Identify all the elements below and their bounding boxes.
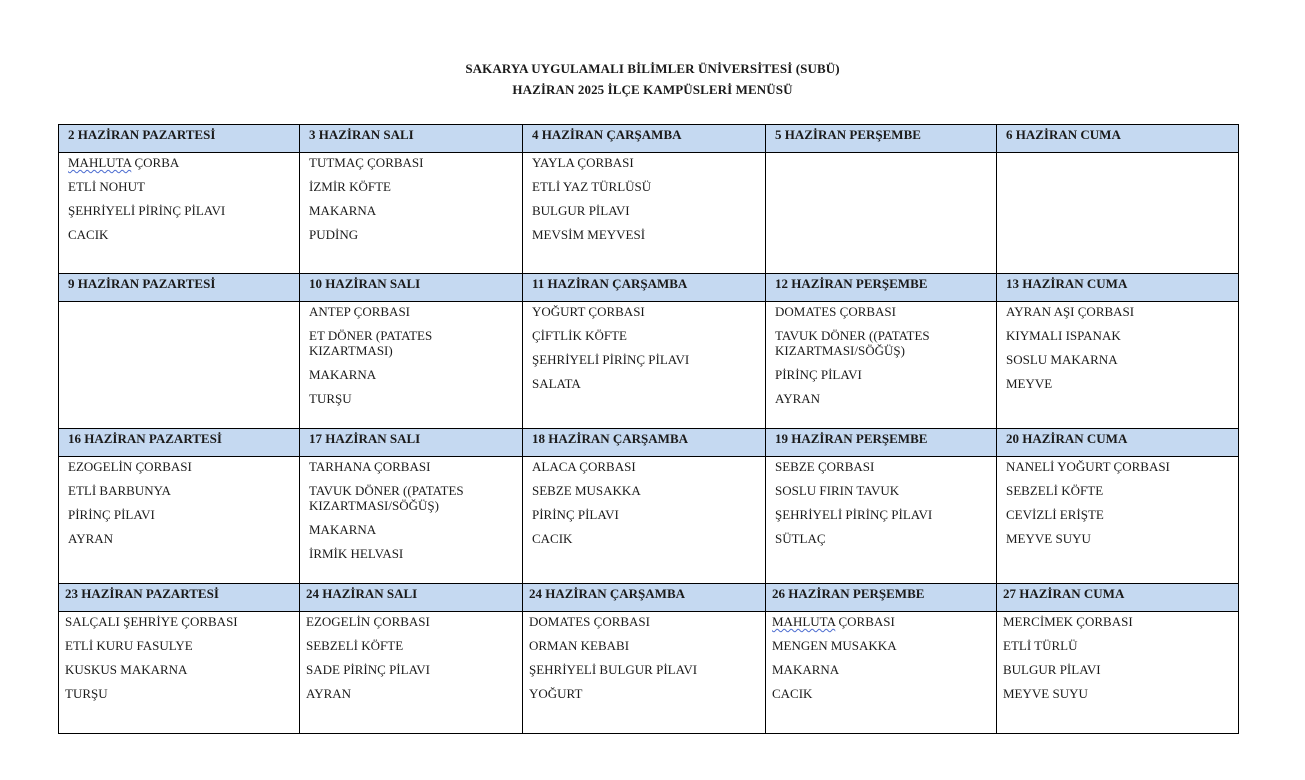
week-menu-row bbox=[59, 612, 1239, 734]
day-header: 18 HAZİRAN ÇARŞAMBA bbox=[523, 429, 766, 457]
day-header: 17 HAZİRAN SALI bbox=[300, 429, 523, 457]
menu-item: ANTEP ÇORBASI bbox=[309, 304, 411, 319]
menu-item: AYRAN AŞI ÇORBASI bbox=[1006, 304, 1135, 319]
menu-item: AYRAN bbox=[68, 531, 114, 546]
menu-item: SEBZELİ KÖFTE bbox=[306, 638, 404, 653]
menu-item: YOĞURT bbox=[529, 686, 583, 701]
week-menu-row bbox=[59, 302, 1239, 429]
day-menu-cell bbox=[59, 612, 300, 734]
day-menu-cell bbox=[997, 302, 1239, 429]
menu-item: ALACA ÇORBASI bbox=[532, 459, 636, 474]
menu-item: MAKARNA bbox=[309, 203, 377, 218]
menu-item: KIYMALI ISPANAK bbox=[1006, 328, 1121, 343]
day-header: 24 HAZİRAN ÇARŞAMBA bbox=[523, 584, 766, 612]
day-header: 12 HAZİRAN PERŞEMBE bbox=[766, 274, 997, 302]
menu-item: ETLİ TÜRLÜ bbox=[1003, 638, 1078, 653]
day-menu-cell bbox=[300, 457, 523, 584]
document-title: SAKARYA UYGULAMALI BİLİMLER ÜNİVERSİTESİ (SUBÜ) bbox=[465, 61, 840, 76]
day-menu-cell bbox=[59, 302, 300, 429]
menu-item: NANELİ YOĞURT ÇORBASI bbox=[1006, 459, 1170, 474]
week-header-row bbox=[59, 125, 1239, 153]
day-menu-cell bbox=[766, 457, 997, 584]
menu-item: PİRİNÇ PİLAVI bbox=[532, 507, 619, 522]
day-header: 20 HAZİRAN CUMA bbox=[997, 429, 1239, 457]
menu-item: ETLİ BARBUNYA bbox=[68, 483, 171, 498]
menu-item: TAVUK DÖNER ((PATATES KIZARTMASI/SÖĞÜŞ) bbox=[775, 328, 930, 358]
day-menu-cell bbox=[59, 153, 300, 274]
day-menu-cell bbox=[523, 153, 766, 274]
week-header-row bbox=[59, 274, 1239, 302]
day-menu-cell bbox=[766, 153, 997, 274]
menu-item: SOSLU MAKARNA bbox=[1006, 352, 1118, 367]
menu-item: PUDİNG bbox=[309, 227, 359, 242]
day-menu-cell bbox=[523, 302, 766, 429]
menu-item: TAVUK DÖNER ((PATATES KIZARTMASI/SÖĞÜŞ) bbox=[309, 483, 464, 513]
menu-item: MENGEN MUSAKKA bbox=[772, 638, 897, 653]
menu-item: ŞEHRİYELİ BULGUR PİLAVI bbox=[529, 662, 698, 677]
menu-item: DOMATES ÇORBASI bbox=[775, 304, 896, 319]
menu-item: ŞEHRİYELİ PİRİNÇ PİLAVI bbox=[532, 352, 690, 367]
menu-item: ÇİFTLİK KÖFTE bbox=[532, 328, 627, 343]
menu-item: AYRAN bbox=[775, 391, 821, 406]
day-menu-cell bbox=[766, 302, 997, 429]
menu-item: PİRİNÇ PİLAVI bbox=[68, 507, 155, 522]
menu-item: SADE PİRİNÇ PİLAVI bbox=[306, 662, 430, 677]
menu-item: CACIK bbox=[68, 227, 109, 242]
menu-item: AYRAN bbox=[306, 686, 352, 701]
menu-item: İRMİK HELVASI bbox=[309, 546, 404, 561]
menu-item: PİRİNÇ PİLAVI bbox=[775, 367, 862, 382]
menu-item: EZOGELİN ÇORBASI bbox=[68, 459, 192, 474]
menu-item: CEVİZLİ ERİŞTE bbox=[1006, 507, 1104, 522]
day-header: 5 HAZİRAN PERŞEMBE bbox=[766, 125, 997, 153]
day-menu-cell bbox=[523, 457, 766, 584]
menu-item: TURŞU bbox=[309, 391, 352, 406]
day-menu-cell bbox=[59, 457, 300, 584]
menu-item: ŞEHRİYELİ PİRİNÇ PİLAVI bbox=[68, 203, 226, 218]
day-header: 27 HAZİRAN CUMA bbox=[997, 584, 1239, 612]
menu-item: CACIK bbox=[772, 686, 813, 701]
day-header: 19 HAZİRAN PERŞEMBE bbox=[766, 429, 997, 457]
week-menu-row bbox=[59, 153, 1239, 274]
day-header: 9 HAZİRAN PAZARTESİ bbox=[59, 274, 300, 302]
menu-item: SALÇALI ŞEHRİYE ÇORBASI bbox=[65, 614, 238, 629]
menu-item: DOMATES ÇORBASI bbox=[529, 614, 650, 629]
day-header: 3 HAZİRAN SALI bbox=[300, 125, 523, 153]
menu-item: MEYVE SUYU bbox=[1003, 686, 1088, 701]
menu-item: TURŞU bbox=[65, 686, 108, 701]
menu-item: TARHANA ÇORBASI bbox=[309, 459, 431, 474]
menu-item: TUTMAÇ ÇORBASI bbox=[309, 155, 424, 170]
menu-item: SEBZE MUSAKKA bbox=[532, 483, 641, 498]
menu-item: SALATA bbox=[532, 376, 581, 391]
menu-item: YAYLA ÇORBASI bbox=[532, 155, 634, 170]
day-menu-cell bbox=[300, 612, 523, 734]
day-header: 16 HAZİRAN PAZARTESİ bbox=[59, 429, 300, 457]
menu-item: SOSLU FIRIN TAVUK bbox=[775, 483, 900, 498]
menu-table bbox=[58, 124, 1239, 734]
day-menu-cell bbox=[523, 612, 766, 734]
document-subtitle: HAZİRAN 2025 İLÇE KAMPÜSLERİ MENÜSÜ bbox=[512, 82, 793, 97]
menu-item: SEBZE ÇORBASI bbox=[775, 459, 875, 474]
menu-item: MEYVE bbox=[1006, 376, 1053, 391]
day-header: 23 HAZİRAN PAZARTESİ bbox=[59, 584, 300, 612]
menu-item: SEBZELİ KÖFTE bbox=[1006, 483, 1104, 498]
menu-item: MEYVE SUYU bbox=[1006, 531, 1091, 546]
day-menu-cell bbox=[997, 612, 1239, 734]
menu-item: ET DÖNER (PATATES KIZARTMASI) bbox=[309, 328, 433, 358]
day-menu-cell bbox=[997, 153, 1239, 274]
menu-item: MAHLUTA ÇORBASI bbox=[772, 614, 895, 629]
day-header: 10 HAZİRAN SALI bbox=[300, 274, 523, 302]
menu-item: ŞEHRİYELİ PİRİNÇ PİLAVI bbox=[775, 507, 933, 522]
day-header: 24 HAZİRAN SALI bbox=[300, 584, 523, 612]
week-menu-row bbox=[59, 457, 1239, 584]
day-header: 13 HAZİRAN CUMA bbox=[997, 274, 1239, 302]
menu-item: MAHLUTA ÇORBA bbox=[68, 155, 180, 170]
day-header: 4 HAZİRAN ÇARŞAMBA bbox=[523, 125, 766, 153]
menu-item: MAKARNA bbox=[309, 522, 377, 537]
menu-item: SÜTLAÇ bbox=[775, 531, 826, 546]
day-header: 11 HAZİRAN ÇARŞAMBA bbox=[523, 274, 766, 302]
menu-item: BULGUR PİLAVI bbox=[1003, 662, 1101, 677]
week-header-row bbox=[59, 584, 1239, 612]
menu-item: ETLİ YAZ TÜRLÜSÜ bbox=[532, 179, 652, 194]
menu-item: ETLİ NOHUT bbox=[68, 179, 145, 194]
menu-item: İZMİR KÖFTE bbox=[309, 179, 391, 194]
day-header: 26 HAZİRAN PERŞEMBE bbox=[766, 584, 997, 612]
day-menu-cell bbox=[997, 457, 1239, 584]
menu-item: KUSKUS MAKARNA bbox=[65, 662, 188, 677]
day-menu-cell bbox=[766, 612, 997, 734]
menu-item: ETLİ KURU FASULYE bbox=[65, 638, 193, 653]
day-header: 2 HAZİRAN PAZARTESİ bbox=[59, 125, 300, 153]
menu-item: MAKARNA bbox=[772, 662, 840, 677]
menu-item: MAKARNA bbox=[309, 367, 377, 382]
menu-item: BULGUR PİLAVI bbox=[532, 203, 630, 218]
menu-item: MERCİMEK ÇORBASI bbox=[1003, 614, 1133, 629]
menu-item: ORMAN KEBABI bbox=[529, 638, 630, 653]
menu-item: MEVSİM MEYVESİ bbox=[532, 227, 646, 242]
menu-item: YOĞURT ÇORBASI bbox=[532, 304, 645, 319]
menu-item: CACIK bbox=[532, 531, 573, 546]
day-header: 6 HAZİRAN CUMA bbox=[997, 125, 1239, 153]
day-menu-cell bbox=[300, 153, 523, 274]
menu-item: EZOGELİN ÇORBASI bbox=[306, 614, 430, 629]
week-header-row bbox=[59, 429, 1239, 457]
day-menu-cell bbox=[300, 302, 523, 429]
